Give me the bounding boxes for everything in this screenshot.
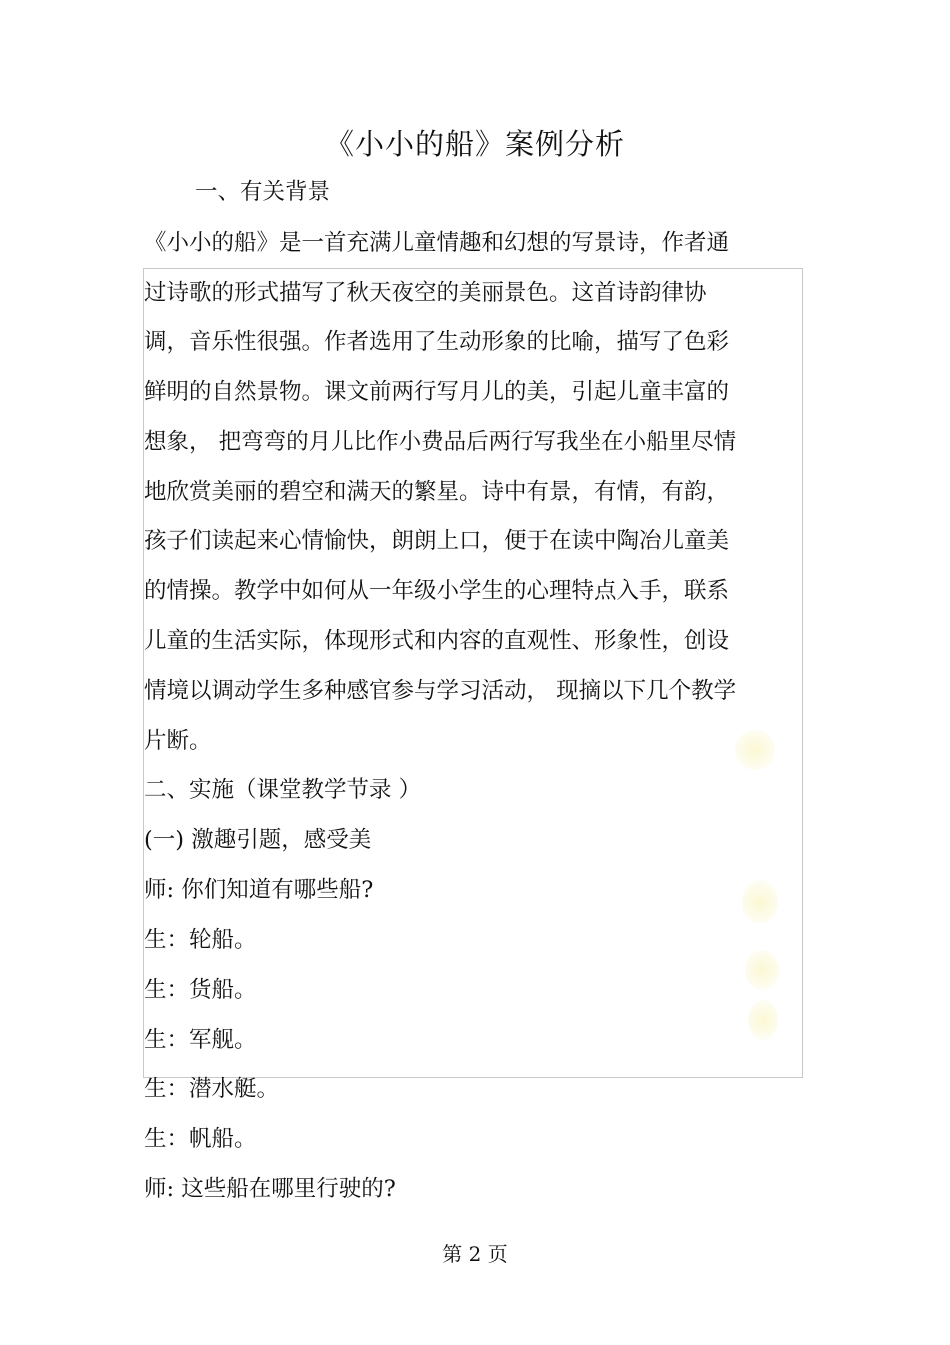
paragraph-line: 过诗歌的形式描写了秋天夜空的美丽景色。这首诗韵律协	[144, 280, 707, 306]
dialogue-line: 师: 这些船在哪里行驶的?	[144, 1176, 396, 1202]
paragraph-line: 地欣赏美丽的碧空和满天的繁星。诗中有景，有情，有韵，	[144, 479, 730, 505]
paragraph-line: 想象， 把弯弯的月儿比作小费品后两行写我坐在小船里尽情	[144, 429, 737, 455]
dialogue-line: 生：轮船。	[144, 927, 257, 953]
paragraph-line: 的情操。教学中如何从一年级小学生的心理特点入手，联系	[144, 578, 730, 604]
paragraph-line: 鲜明的自然景物。课文前两行写月儿的美，引起儿童丰富的	[144, 379, 730, 405]
paragraph-line: 情境以调动学生多种感官参与学习活动， 现摘以下几个教学	[144, 678, 737, 704]
dialogue-line: 生：军舰。	[144, 1027, 257, 1053]
section-heading-implementation: 二、实施（课堂教学节录 ）	[144, 777, 422, 803]
page-number: 第 2 页	[442, 1242, 508, 1266]
watermark-spot	[735, 730, 775, 770]
paragraph-line: 片断。	[144, 728, 212, 754]
dialogue-line: 师: 你们知道有哪些船?	[144, 877, 374, 903]
watermark-spot	[745, 950, 779, 990]
watermark-spot	[742, 880, 778, 924]
dialogue-line: 生：潜水艇。	[144, 1076, 280, 1102]
paragraph-line: 调，音乐性很强。作者选用了生动形象的比喻，描写了色彩	[144, 329, 730, 355]
paragraph-line: 孩子们读起来心情愉快，朗朗上口，便于在读中陶冶儿童美	[144, 528, 730, 554]
document-title: 《小小的船》案例分析	[324, 127, 625, 161]
section-heading-background: 一、有关背景	[195, 179, 331, 205]
dialogue-line: 生：帆船。	[144, 1126, 257, 1152]
paragraph-line: 《小小的船》是一首充满儿童情趣和幻想的写景诗，作者通	[144, 230, 730, 256]
subsection-heading: (一) 激趣引题，感受美	[144, 827, 372, 853]
paragraph-line: 儿童的生活实际，体现形式和内容的直观性、形象性，创设	[144, 628, 730, 654]
dialogue-line: 生：货船。	[144, 977, 257, 1003]
watermark-spot	[748, 1000, 778, 1040]
